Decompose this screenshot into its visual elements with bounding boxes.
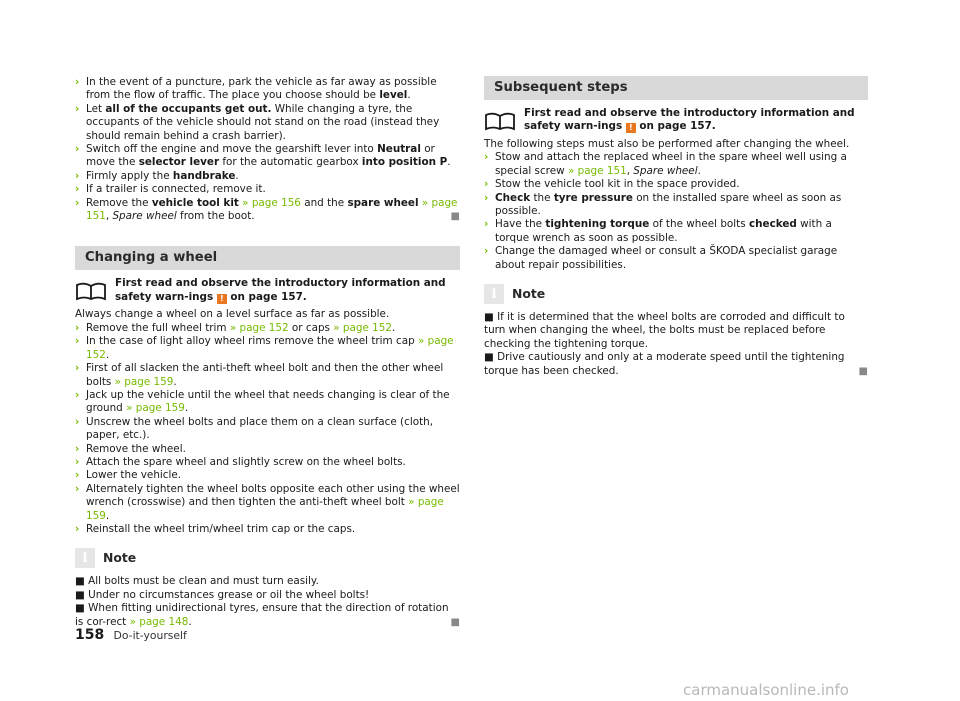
list-item: [75, 170, 460, 183]
section-heading-subsequent-steps: Subsequent steps: [484, 76, 868, 100]
bullet-arrow-icon: ›: [484, 178, 489, 191]
page-link[interactable]: » page 148: [129, 615, 189, 628]
text-run: vehicle tool kit: [151, 196, 239, 209]
list-item: [484, 351, 868, 378]
page-number: 158: [75, 627, 105, 643]
text-run: or move the: [86, 143, 435, 169]
note-header: [75, 548, 460, 570]
warning-page-link[interactable]: on page 157.: [639, 120, 716, 133]
steps-list: [75, 322, 460, 537]
safety-warning-right: [484, 107, 868, 135]
text-run: or caps: [288, 321, 334, 334]
text-run: for the automatic gearbox: [219, 156, 362, 169]
list-item: [75, 416, 460, 443]
text-run: into position P: [361, 156, 448, 169]
text-run: First of all slacken the anti-theft wheel bolt and then the other wheel bolts: [86, 362, 444, 388]
list-item: [484, 218, 868, 245]
page-link[interactable]: » page 159: [114, 375, 174, 388]
text-run: Firmly apply the: [86, 169, 173, 182]
text-run: level: [379, 89, 408, 102]
list-item: [75, 322, 460, 335]
text-run: tightening torque: [545, 218, 650, 231]
warning-page-link[interactable]: on page 157.: [230, 290, 307, 303]
list-item: [75, 602, 460, 629]
bullet-arrow-icon: ›: [75, 482, 80, 495]
bullet-arrow-icon: ›: [75, 455, 80, 468]
text-run: Spare wheel: [112, 210, 177, 223]
text-run: .: [697, 164, 701, 177]
text-run: .: [407, 89, 411, 102]
list-item: [75, 589, 460, 602]
text-run: While changing a tyre, the occupants of the vehicle should not stand on the road (instead they should remain behind a crash barrier).: [86, 102, 440, 142]
lead-text: Always change a wheel on a level surface as far as possible.: [75, 308, 390, 321]
left-column: [75, 76, 460, 629]
section-title: Do-it-yourself: [113, 629, 187, 642]
section-end-marker: ■: [450, 616, 460, 628]
intro-list: [75, 76, 460, 223]
bullet-arrow-icon: ›: [75, 196, 80, 209]
page-footer: [75, 627, 187, 643]
list-item: [484, 311, 868, 351]
watermark: carmanualsonline.info: [683, 681, 849, 699]
bullet-arrow-icon: ›: [75, 415, 80, 428]
text-run: Stow and attach the replaced wheel in the spare wheel well using a special screw: [495, 151, 847, 177]
info-icon: i: [484, 284, 504, 304]
notes-list-right: [484, 311, 868, 378]
note-header-right: [484, 284, 868, 306]
list-item: [75, 183, 460, 196]
text-run: ■ If it is determined that the wheel bolts are corroded and difficult to turn when changing the wheel, the bolts must be replaced before checking the tightening torque.: [484, 311, 845, 350]
page-link[interactable]: » page 152: [333, 321, 393, 334]
list-item: [75, 469, 460, 482]
text-run: .: [173, 375, 177, 388]
text-run: .: [184, 402, 189, 415]
text-run: on the installed spare wheel as soon as possible.: [495, 191, 842, 218]
list-item: [75, 456, 460, 469]
text-run: .: [188, 615, 192, 628]
list-item: [75, 197, 460, 224]
text-run: ■ All bolts must be clean and must turn easily.: [75, 575, 319, 588]
text-run: Remove the: [86, 196, 152, 209]
bullet-arrow-icon: ›: [75, 169, 80, 182]
page-link[interactable]: » page 159: [126, 402, 185, 415]
bullet-arrow-icon: ›: [75, 76, 80, 88]
text-run: .: [235, 169, 239, 182]
warning-icon: !: [217, 294, 227, 304]
text-run: Lower the vehicle.: [86, 469, 182, 482]
lead-text-right: The following steps must also be performed after changing the wheel.: [484, 138, 850, 150]
list-item: [75, 76, 460, 103]
text-run: Unscrew the wheel bolts and place them on a clean surface (cloth, paper, etc.).: [86, 415, 434, 442]
list-item: [75, 443, 460, 456]
page-link[interactable]: » page 151: [567, 164, 627, 177]
bullet-arrow-icon: ›: [75, 469, 80, 482]
list-item: [75, 362, 460, 389]
text-run: Check: [495, 191, 531, 204]
bullet-arrow-icon: ›: [484, 191, 489, 204]
text-run: In the event of a puncture, park the vehicle as far away as possible from the flow of traffic. The place you choose should be: [86, 76, 437, 102]
bullet-arrow-icon: ›: [75, 522, 80, 535]
text-run: spare wheel: [347, 196, 419, 209]
section-end-marker: ■: [858, 365, 868, 377]
text-run: the: [530, 191, 554, 204]
page-link[interactable]: » page 151: [86, 196, 458, 223]
text-run: Remove the wheel.: [86, 442, 186, 455]
text-run: Switch off the engine and move the gearshift lever into: [86, 143, 378, 156]
bullet-arrow-icon: ›: [75, 442, 80, 455]
page-link[interactable]: » page 152: [86, 335, 454, 361]
subsequent-steps-list: [484, 151, 868, 272]
text-run: and the: [300, 196, 348, 209]
safety-warning: [75, 277, 460, 305]
list-item: [484, 245, 868, 272]
text-run: Spare wheel: [633, 164, 698, 177]
list-item: [484, 192, 868, 219]
open-book-icon: [484, 111, 516, 131]
list-item: [75, 575, 460, 588]
text-run: .: [392, 321, 396, 334]
right-column: [484, 76, 868, 378]
text-run: .: [447, 156, 451, 169]
text-run: If a trailer is connected, remove it.: [86, 183, 266, 196]
bullet-arrow-icon: ›: [75, 321, 80, 334]
text-run: Jack up the vehicle until the wheel that needs changing is clear of the ground: [86, 388, 450, 415]
info-icon: i: [75, 548, 95, 568]
text-run: Neutral: [377, 143, 421, 156]
list-item: [75, 389, 460, 416]
text-run: In the case of light alloy wheel rims remove the wheel trim cap: [86, 335, 418, 348]
text-run: from the boot.: [176, 210, 255, 223]
bullet-arrow-icon: ›: [75, 183, 80, 196]
text-run: ,: [105, 210, 113, 223]
warning-icon: !: [626, 123, 636, 133]
text-run: .: [105, 509, 110, 522]
section-heading-changing-wheel: Changing a wheel: [75, 246, 460, 270]
text-run: Attach the spare wheel and slightly screw on the wheel bolts.: [86, 455, 406, 468]
text-run: Change the damaged wheel or consult a ŠKODA specialist garage about repair possibilities.: [495, 245, 838, 271]
text-run: Alternately tighten the wheel bolts opposite each other using the wheel wrench (crosswise) and then tighten the anti-theft wheel bolt: [86, 482, 460, 509]
list-item: [484, 151, 868, 178]
warning-text: First read and observe the introductory information and safety warn-ings: [115, 277, 446, 303]
list-item: [75, 523, 460, 536]
text-run: all of the occupants get out.: [105, 102, 272, 115]
list-item: [75, 143, 460, 170]
text-run: ,: [626, 164, 634, 177]
list-item: [75, 483, 460, 523]
list-item: [75, 335, 460, 362]
bullet-arrow-icon: ›: [75, 143, 80, 156]
note-title: Note: [512, 286, 546, 302]
text-run: checked: [748, 218, 797, 231]
text-run: selector lever: [138, 156, 220, 169]
bullet-arrow-icon: ›: [75, 335, 80, 348]
open-book-icon: [75, 281, 107, 301]
page-link[interactable]: » page 156: [242, 196, 301, 209]
page-link[interactable]: » page 159: [86, 496, 444, 522]
section-end-marker: ■: [450, 211, 460, 223]
bullet-arrow-icon: ›: [484, 245, 489, 258]
page-link[interactable]: » page 152: [229, 321, 289, 334]
text-run: handbrake: [172, 169, 236, 182]
text-run: Have the: [495, 218, 546, 231]
bullet-arrow-icon: ›: [484, 218, 489, 231]
bullet-arrow-icon: ›: [75, 362, 80, 375]
text-run: of the wheel bolts: [649, 218, 749, 231]
bullet-arrow-icon: ›: [75, 388, 80, 401]
bullet-arrow-icon: ›: [484, 151, 489, 164]
notes-list: [75, 575, 460, 629]
text-run: Reinstall the wheel trim/wheel trim cap or the caps.: [86, 522, 356, 535]
text-run: .: [105, 348, 110, 361]
text-run: with a torque wrench as soon as possible.: [495, 218, 832, 244]
text-run: tyre pressure: [553, 191, 633, 204]
text-run: Stow the vehicle tool kit in the space provided.: [495, 178, 740, 191]
list-item: [484, 178, 868, 191]
note-title: Note: [103, 550, 137, 566]
bullet-arrow-icon: ›: [75, 102, 80, 115]
text-run: ■ When fitting unidirectional tyres, ensure that the direction of rotation is cor-rect: [75, 602, 449, 628]
list-item: [75, 103, 460, 143]
text-run: Remove the full wheel trim: [86, 321, 230, 334]
warning-text: First read and observe the introductory information and safety warn-ings: [524, 107, 855, 133]
text-run: ■ Drive cautiously and only at a moderate speed until the tightening torque has been checked.: [484, 351, 845, 377]
text-run: Let: [86, 102, 106, 115]
text-run: ■ Under no circumstances grease or oil the wheel bolts!: [75, 588, 370, 601]
